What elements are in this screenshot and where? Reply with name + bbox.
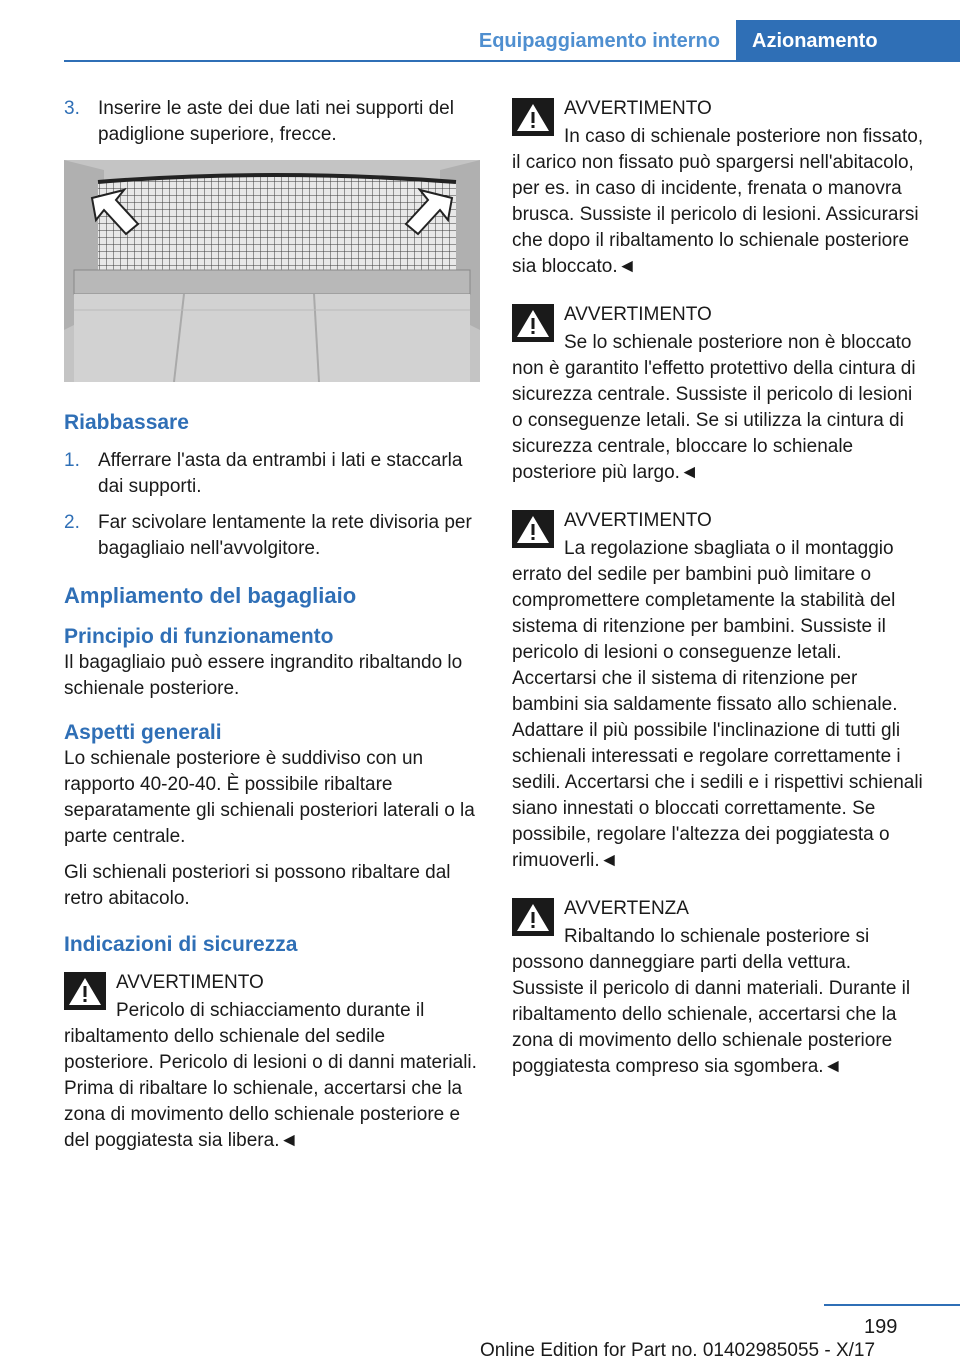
warning-block bbox=[64, 970, 480, 1154]
edition-text: Online Edition for Part no. 01402985055 - X/17 bbox=[480, 1340, 876, 1361]
header-rule bbox=[64, 60, 960, 62]
warning-triangle-icon bbox=[512, 98, 554, 136]
warning-title: AVVERTIMENTO bbox=[564, 98, 712, 119]
warning-title: AVVERTIMENTO bbox=[116, 972, 264, 993]
aspetti-paragraph-2: Gli schienali posteriori si possono ribaltare dal retro abitacolo. bbox=[64, 862, 451, 909]
riabbassare-heading: Riabbassare bbox=[64, 411, 189, 434]
warning-block bbox=[512, 508, 928, 874]
indicazioni-heading: Indicazioni di sicurezza bbox=[64, 933, 298, 956]
warning-text: La regolazione sbagliata o il montaggio errato del sedile per bambini può limitare o compromettere completamente la stabilità del sistema di ritenzione per bambini. Sussiste il pericolo di lesioni o conseguenze letali. Accertarsi che il sistema di ritenzione per bambini sia saldamente fissato allo schienale. Adattare il più possibile l'inclinazione di tutti gli schienali interessati e regolare correttamente i sedili. Accertarsi che i sedili e i rispettivi schienali siano innestati o bloccati correttamente. Se possibile, regolare l'altezza dei poggiatesta o rimuoverli.◄ bbox=[512, 538, 923, 871]
notice-block bbox=[512, 896, 928, 1080]
step-number: 2. bbox=[64, 512, 80, 533]
footer-rule bbox=[824, 1304, 960, 1306]
step-number: 3. bbox=[64, 98, 80, 119]
warning-triangle-icon bbox=[512, 510, 554, 548]
cargo-net-illustration bbox=[64, 160, 480, 382]
warning-block bbox=[512, 96, 928, 280]
warning-triangle-icon bbox=[512, 304, 554, 342]
warning-title: AVVERTIMENTO bbox=[564, 304, 712, 325]
step-text: Far scivolare lentamente la rete divisoria per bagagliaio nell'avvolgitore. bbox=[98, 512, 472, 559]
principio-heading: Principio di funzionamento bbox=[64, 625, 334, 648]
step-text: Inserire le aste dei due lati nei supporti del padiglione superiore, frecce. bbox=[98, 98, 454, 145]
header-chapter-tab: Azionamento bbox=[736, 20, 960, 62]
warning-text: Ribaltando lo schienale posteriore si possono danneggiare parti della vettura. Sussiste il pericolo di danni materiali. Durante il ribaltamento dello schienale, accertarsi che la zona di movimento dello schienale posteriore poggiatesta compreso sia sgombera.◄ bbox=[512, 926, 911, 1077]
page-number: 199 bbox=[864, 1316, 898, 1338]
ampliamento-heading: Ampliamento del bagagliaio bbox=[64, 583, 357, 608]
step-item bbox=[64, 448, 480, 500]
aspetti-heading: Aspetti generali bbox=[64, 721, 222, 744]
cargo-net-image bbox=[64, 160, 480, 382]
left-column bbox=[64, 96, 480, 1176]
aspetti-paragraph-1: Lo schienale posteriore è suddiviso con un rapporto 40-20-40. È possibile ribaltare separatamente gli schienali posteriori laterali o la parte centrale. bbox=[64, 748, 475, 847]
warning-text: Pericolo di schiacciamento durante il ribaltamento dello schienale del sedile posteriore. Pericolo di lesioni o di danni materiali. Prima di ribaltare lo schienale, accertarsi che la zona di movimento dello schienale posteriore e del poggiatesta sia libera.◄ bbox=[64, 1000, 477, 1151]
page-header bbox=[0, 20, 960, 62]
step-text: Afferrare l'asta da entrambi i lati e staccarla dai supporti. bbox=[98, 450, 463, 497]
right-column bbox=[512, 96, 928, 1102]
step-item bbox=[64, 510, 480, 562]
warning-triangle-icon bbox=[64, 972, 106, 1010]
warning-title: AVVERTENZA bbox=[564, 898, 689, 919]
warning-text: In caso di schienale posteriore non fissato, il carico non fissato può spargersi nell'abitacolo, per es. in caso di incidente, frenata o manovra brusca. Sussiste il pericolo di lesioni. Assicurarsi che dopo il ribaltamento lo schienale posteriore sia bloccato.◄ bbox=[512, 126, 924, 277]
warning-text: Se lo schienale posteriore non è bloccato non è garantito l'effetto protettivo della cintura di sicurezza centrale. Sussiste il pericolo di lesioni o conseguenze letali. Se si utilizza la cintura di sicurezza centrale, bloccare lo schienale posteriore più largo.◄ bbox=[512, 332, 916, 483]
step-item bbox=[64, 96, 480, 148]
warning-title: AVVERTIMENTO bbox=[564, 510, 712, 531]
step-number: 1. bbox=[64, 450, 80, 471]
header-section-title: Equipaggiamento interno bbox=[478, 30, 720, 52]
principio-text: Il bagagliaio può essere ingrandito ribaltando lo schienale posteriore. bbox=[64, 652, 463, 699]
warning-block bbox=[512, 302, 928, 486]
warning-triangle-icon bbox=[512, 898, 554, 936]
